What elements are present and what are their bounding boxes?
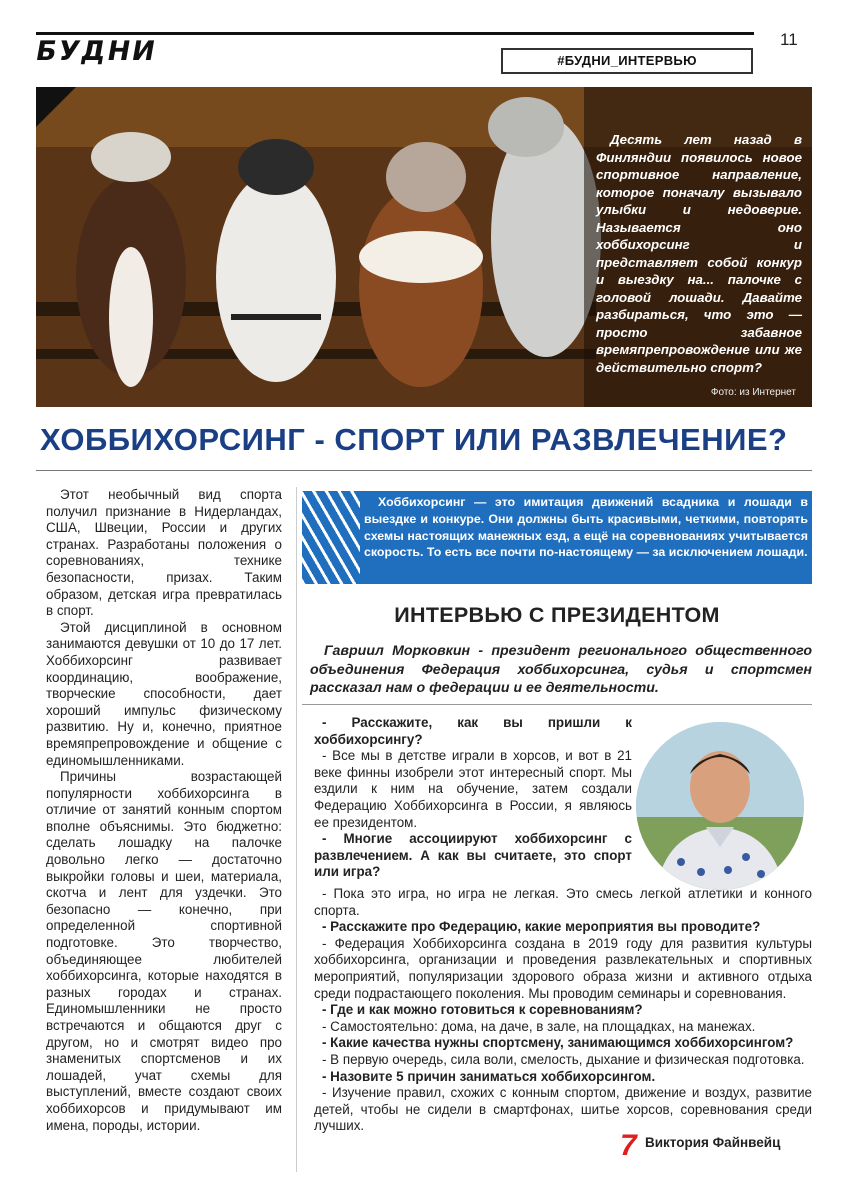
answer: - В первую очередь, сила воли, смелость, дыхание и физическая подготовка. xyxy=(322,1051,805,1067)
question: - Какие качества нужны спортсмену, занимающимся хоббихорсингом? xyxy=(322,1035,794,1051)
question: - Расскажите про Федерацию, какие мероприятия вы проводите? xyxy=(322,919,761,935)
corner-accent xyxy=(36,87,76,127)
photo-lead-text: Десять лет назад в Финляндии появилось новое спортивное направление, которое поначалу вызывало улыбки и недоверие. Называется оно хоббихорсинг и представляет собой конкур и выездку на... палочке с головой лошади. Давайте разбираться, что это — просто забавное времяпрепровождение или же действительно спорт? xyxy=(596,132,802,375)
question: - Назовите 5 причин заниматься хоббихорсингом. xyxy=(322,1068,656,1084)
question: - Многие ассоциируют хоббихорсинг с развлечением. А как вы считаете, это спорт или игра? xyxy=(314,831,632,880)
question: - Расскажите, как вы пришли к хоббихорсингу? xyxy=(314,715,632,747)
author-name: Виктория Файнвейц xyxy=(645,1135,781,1150)
section-tag: #БУДНИ_ИНТЕРВЬЮ xyxy=(501,48,753,74)
answer: - Все мы в детстве играли в хорсов, и вот в 21 веке финны изобрели этот интересный спорт. Мы ездили к ним на обучение, затем создали Федерацию Хоббихорсинга в России, я являюсь ее президентом. xyxy=(314,748,632,830)
info-callout xyxy=(302,491,812,584)
interview-rule xyxy=(302,704,812,705)
hero-photo xyxy=(36,87,812,407)
paragraph: Этой дисциплиной в основном занимаются девушки от 10 до 17 лет. Хоббихорсинг развивает координацию, воображение, творческие способности, дает хороший импульс физическому развитию. Ну и, конечно, приятное времяпрепровождение и общение с единомышленниками. xyxy=(46,619,282,768)
article-headline: ХОББИХОРСИНГ - СПОРТ ИЛИ РАЗВЛЕЧЕНИЕ? xyxy=(40,422,788,457)
photo-credit: Фото: из Интернет xyxy=(710,387,796,398)
interview-intro: Гавриил Морковкин - президент регионального общественного объединения Федерация хоббихорсинга, судья и спортсмен рассказал нам о федерации и ее деятельности. xyxy=(310,643,812,696)
column-divider xyxy=(296,487,297,1172)
answer: - Федерация Хоббихорсинга создана в 2019 году для развития культуры хоббихорсинга, организации и проведения развлекательных и спортивных мероприятий, популяризации здорового образа жизни и активного отдыха среди подрастающего поколения. Мы проводим семинары и соревнования. xyxy=(314,935,812,1001)
callout-text: Хоббихорсинг — это имитация движений всадника и лошади в выездке и конкуре. Они должны быть красивыми, четкими, повторять схемы настоящих манежных езд, а ещё на соревнованиях учитывается скорость. То есть все почти по-настоящему — за исключением лошади. xyxy=(364,495,808,560)
question: - Где и как можно готовиться к соревнованиям? xyxy=(322,1002,643,1018)
stripes-decoration xyxy=(302,491,360,584)
president-portrait xyxy=(636,722,804,890)
headline-rule xyxy=(36,470,812,471)
paragraph: Причины возрастающей популярности хоббихорсинга в отличие от занятий конным спортом вполне объяснимы. Это бюджетно: сделать лошадку на палочке довольно легко — достаточно выкройки головы и шеи, материала, скотча и лент для уздечки. Это безопасно — конечно, при определенной спортивной подготовке. Это творчество, объединяющее любителей хоббихорсинга, которые находятся в разных городах и странах. Единомышленники не просто встречаются и общаются друг с другом, но и смотрят видео про знаменитых спортсменов и их лошадей, учат схемы для выступлений, вместе создают своих хоббихорсов и придумывают им имена, породы, истории. xyxy=(46,769,282,1133)
answer: - Самостоятельно: дома, на даче, в зале, на площадках, на манежах. xyxy=(322,1018,756,1034)
portrait-illustration xyxy=(636,722,804,890)
qa-block-bottom xyxy=(314,886,812,1135)
qa-block-top xyxy=(314,715,632,881)
left-column xyxy=(46,487,282,1134)
interview-title: ИНТЕРВЬЮ С ПРЕЗИДЕНТОМ xyxy=(394,603,720,627)
header-rule xyxy=(36,32,754,35)
answer: - Изучение правил, схожих с конным спортом, движение и воздух, развитие детей, чтобы не сидели в смартфонах, шитье хорсов, соревнования среди лучших. xyxy=(314,1085,812,1134)
magazine-logo: БУДНИ xyxy=(33,36,160,67)
paragraph: Этот необычный вид спорта получил признание в Нидерландах, США, Швеции, России и других странах. Разработаны положения о соревнованиях, технике безопасности, призах. Таким образом, детская игра превратилась в спорт. xyxy=(46,487,282,619)
answer: - Пока это игра, но игра не легкая. Это смесь легкой атлетики и конного спорта. xyxy=(314,886,812,918)
author-mark: 7 xyxy=(620,1129,637,1162)
page-number: 11 xyxy=(780,30,798,49)
